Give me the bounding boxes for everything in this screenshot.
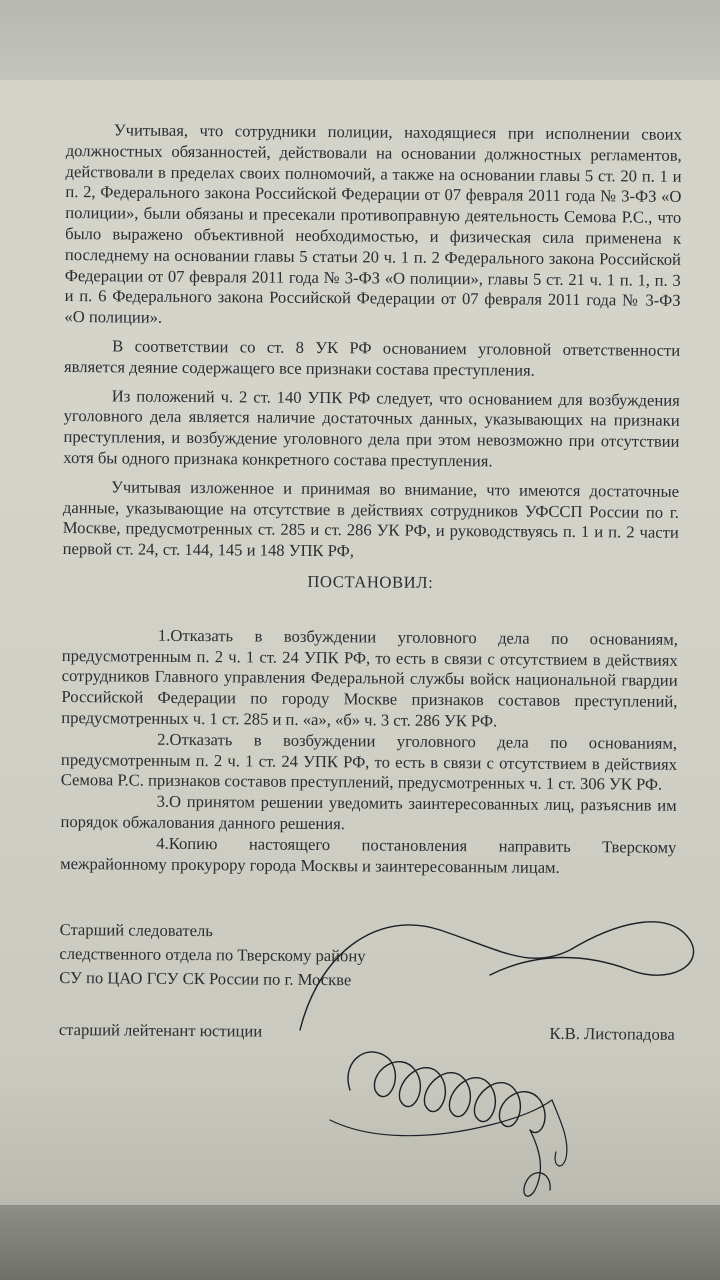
signer-name: К.В. Листопадова bbox=[549, 1024, 675, 1045]
signer-rank: старший лейтенант юстиции bbox=[58, 1020, 263, 1041]
table-surface bbox=[0, 1205, 720, 1280]
paragraph-procedure-code: Из положений ч. 2 ст. 140 УПК РФ следует, что основанием для возбуждения уголовного дела является наличие достаточных данных, указывающих на признаки преступления, и возбуждение уголовного дела при этом невозможно при отсутствии хотя бы одного признака конкретного состава преступления. bbox=[63, 385, 680, 471]
item-number: 2. bbox=[157, 729, 170, 749]
resolution-item-4 bbox=[60, 833, 676, 879]
background-strip bbox=[0, 0, 720, 84]
signer-position-line-1: Старший следователь bbox=[59, 920, 213, 941]
resolution-item-1 bbox=[61, 625, 678, 734]
document-body bbox=[59, 120, 682, 1047]
item-number: 4. bbox=[156, 833, 169, 853]
resolution-heading: ПОСТАНОВИЛ: bbox=[307, 571, 434, 592]
item-number: 1. bbox=[157, 625, 171, 645]
paragraph-criminal-code: В соответствии со ст. 8 УК РФ основанием уголовной ответственности является деяние содержащего все признаки состава преступления. bbox=[63, 336, 681, 380]
resolution-item-3 bbox=[60, 791, 676, 837]
paragraph-police-actions: Учитывая, что сотрудники полиции, находящиеся при исполнении своих должностных обязанностей, действовали на основании должностных регламентов, действовали в пределах своих полномочий, а также на основании главы 5 ст. 20 п. 1 и п. 2, Федерального закона Российской Федерации от 07 февраля 2011 года № 3-ФЗ «О полиции», были обязаны и пресекали противоправную деятельность Семова Р.С., что было выражено объективной необходимостью, и физическая сила применена к последнему на основании главы 5 статьи 20 ч. 1 п. 2 Федерального закона Российской Федерации от 07 февраля 2011 года № 3-ФЗ «О полиции», главы 5 ст. 21 ч. 1 п. 1, п. 3 и п. 6 Федерального закона Российской Федерации от 07 февраля 2011 года № 3-ФЗ «О полиции». bbox=[64, 120, 682, 327]
signature-block bbox=[59, 918, 676, 1047]
item-text: Копию настоящего постановления направить Тверскому межрайонному прокурору города Москвы и заинтересованным лицам. bbox=[60, 833, 677, 877]
item-number: 3. bbox=[156, 791, 170, 811]
signer-rank-row bbox=[59, 1018, 675, 1047]
paragraph-considering: Учитывая изложенное и принимая во внимание, что имеются достаточные данные, указывающие на отсутствие в действиях сотрудников УФССП России по г. Москве, предусмотренных ст. 285 и ст. 286 УК РФ, и руководствуясь п. 1 и п. 2 части первой ст. 24, ст. 144, 145 и 148 УПК РФ, bbox=[62, 477, 680, 561]
item-text: О принятом решении уведомить заинтересованных лиц, разъяснив им порядок обжалования данного решения. bbox=[60, 791, 677, 834]
resolution-item-2 bbox=[61, 729, 677, 796]
signer-position-line-2: следственного отдела по Тверскому району bbox=[59, 944, 366, 966]
signer-position-line-3: СУ по ЦАО ГСУ СК России по г. Москве bbox=[59, 968, 352, 990]
item-text: Отказать в возбуждении уголовного дела по основаниям, предусмотренным п. 2 ч. 1 ст. 24 УПК РФ, то есть в связи с отсутствием в действиях сотрудников Главного управления Федеральной службы войск национальной гвардии Российской Федерации по городу Москве признаков составов преступлений, предусмотренных ч. 1 ст. 285 и п. «а», «б» ч. 3 ст. 286 УК РФ. bbox=[61, 625, 679, 731]
item-text: Отказать в возбуждении уголовного дела по основаниям, предусмотренным п. 2 ч. 1 ст. 24 УПК РФ, то есть в связи с отсутствием в действиях Семова Р.С. признаков составов преступлений, предусмотренных ч. 1 ст. 306 УК РФ. bbox=[60, 729, 678, 795]
